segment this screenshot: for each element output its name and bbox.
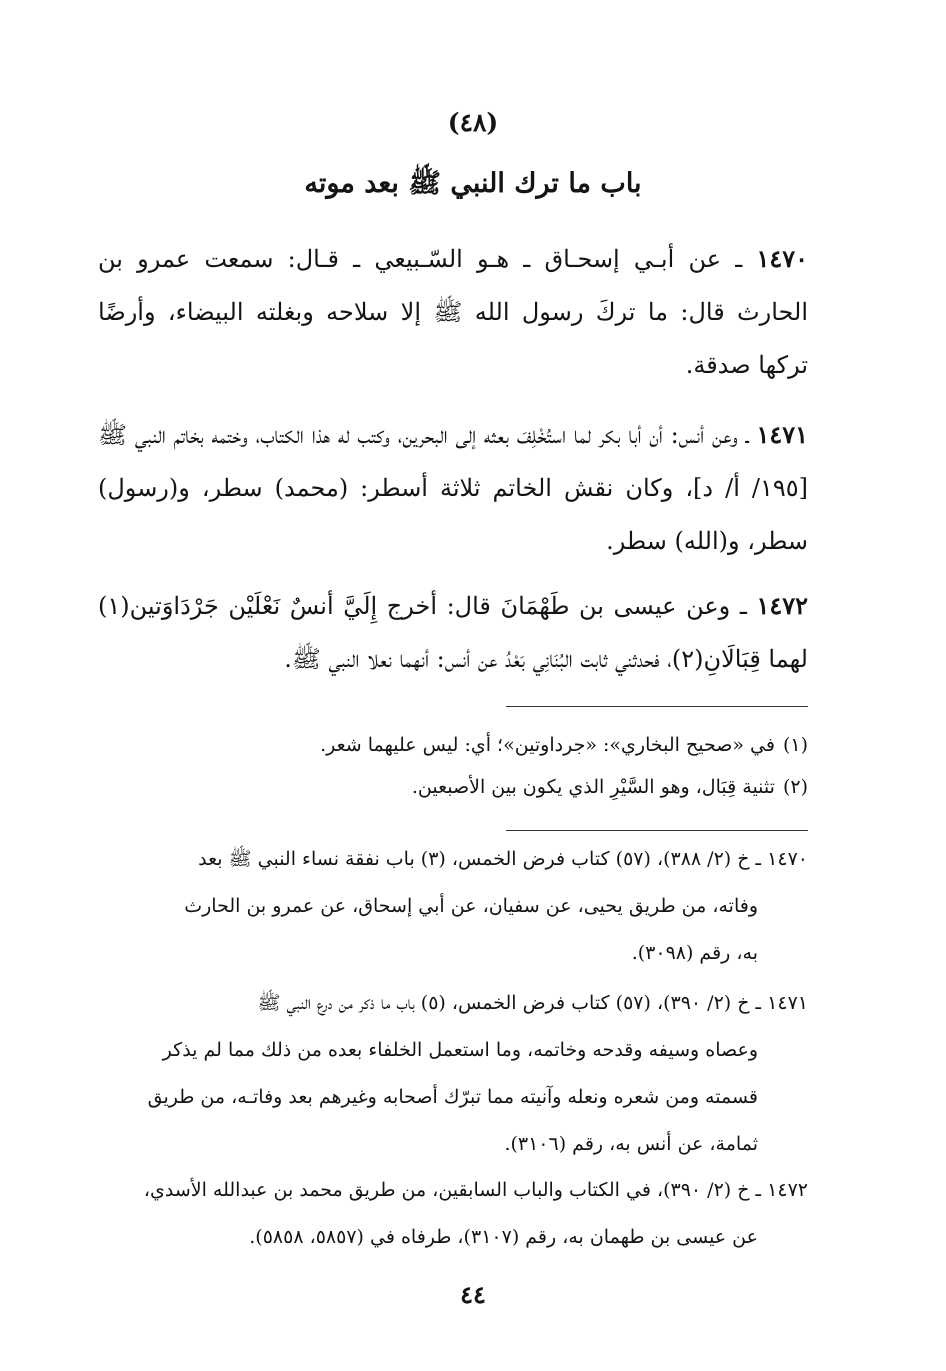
hadith-text: ـ وعن أنس: أن أبا بكر لما استُخْلِفَ بعثه إلى البحرين، وكتب له هذا الكتاب، وختمه بخاتم النبي ﷺ [١٩٥/ أ/ د]، وكان نقش الخاتم ثلاثة أسطر: (محمد) سطر، و(رسول) سطر، و(الله) سطر.	[98, 421, 808, 555]
hadith-number: ١٤٧٢	[756, 591, 808, 620]
footnote	[412, 772, 808, 802]
footnote-number: (٢)	[782, 776, 808, 798]
reference-line: قسمته ومن شعره ونعله وآنيته مما تبرّك أصحابه وغيرهم بعد وفاتـه، من طريق	[147, 1086, 758, 1108]
page-number: ٤٤	[460, 1280, 486, 1309]
reference-line: ١٤٧٢ ـ خ (٢/ ٣٩٠)، في الكتاب والباب السابقين، من طريق محمد بن عبدالله الأسدي،	[143, 1179, 808, 1201]
hadith-paragraph	[98, 408, 808, 568]
footnote-number: (١)	[782, 734, 808, 756]
footnote-text: في «صحيح البخاري»: «جرداوتين»؛ أي: ليس عليهما شعر.	[320, 734, 775, 756]
chapter-title: باب ما ترك النبي ﷺ بعد موته	[304, 168, 642, 199]
hadith-paragraph	[98, 232, 808, 392]
hadith-text: ـ وعن عيسى بن طَهْمَانَ قال: أخرج إِلَيَّ أنسٌ نَعْلَيْن جَرْدَاوَتين(١) لهما قِبَالَانِ(٢)، فحدثني ثابت البُنَانِي بَعْدُ عن أنس: أنهما نعلا النبي ﷺ.	[98, 592, 808, 673]
footnote	[320, 730, 808, 760]
references-divider	[506, 830, 808, 831]
reference-entry	[98, 836, 808, 977]
reference-entry	[98, 1167, 808, 1261]
hadith-text: ـ عن أبـي إسحـاق ـ هـو السّـبيعي ـ قـال: سمعت عمرو بن الحارث قال: ما تركَ رسول الله ﷺ إلا سلاحه وبغلته البيضاء، وأرضًا تركها صدقة.	[98, 245, 808, 379]
hadith-paragraph	[98, 579, 808, 686]
reference-line: عن عيسى بن طهمان به، رقم (٣١٠٧)، طرفاه في (٥٨٥٧، ٥٨٥٨).	[249, 1226, 758, 1248]
reference-entry	[98, 980, 808, 1168]
reference-line: وفاته، من طريق يحيى، عن سفيان، عن أبي إسحاق، عن عمرو بن الحارث	[184, 895, 758, 917]
reference-line: ١٤٧٠ ـ خ (٢/ ٣٨٨)، (٥٧) كتاب فرض الخمس، (٣) باب نفقة نساء النبي ﷺ بعد	[198, 848, 808, 870]
hadith-number: ١٤٧١	[756, 420, 809, 449]
reference-line: به، رقم (٣٠٩٨).	[631, 942, 758, 964]
reference-line: ١٤٧١ ـ خ (٢/ ٣٩٠)، (٥٧) كتاب فرض الخمس، (٥) باب ما ذكر من درع النبي ﷺ	[257, 992, 808, 1014]
footnote-divider	[506, 706, 808, 707]
footnote-text: تثنية قِبَال، وهو السَّيْرِ الذي يكون بين الأصبعين.	[411, 776, 775, 798]
hadith-number: ١٤٧٠	[756, 244, 808, 273]
reference-line: وعصاه وسيفه وقدحه وخاتمه، وما استعمل الخلفاء بعده من ذلك مما لم يذكر	[162, 1039, 758, 1061]
chapter-number: (٤٨)	[447, 108, 499, 137]
reference-line: ثمامة، عن أنس به، رقم (٣١٠٦).	[504, 1133, 758, 1155]
